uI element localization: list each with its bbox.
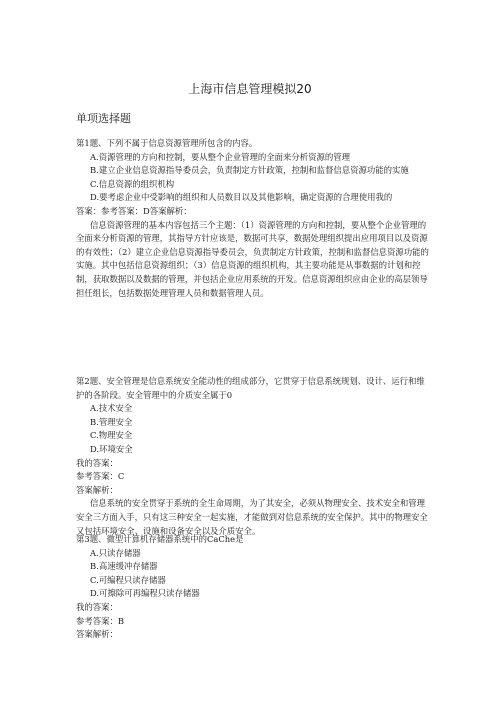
- analysis-label: 答案解析：: [76, 629, 118, 640]
- page-title: 上海市信息管理模拟20: [188, 82, 312, 96]
- option-d: D.环境安全: [90, 443, 133, 454]
- explanation: 信息系统的安全贯穿于系统的全生命周期，为了其安全，必须从物理安全、技术安全和管理安全三方面入手，只有这三种安全一起实施，才能做到对信息系统的安全保护。其中的物理安全又包括环境安全、设施和设备安全以及介质安全。: [76, 498, 428, 536]
- option-b: B.管理安全: [90, 416, 133, 427]
- option-c: C.可编程只读存储器: [90, 574, 166, 585]
- question-3: [76, 533, 432, 642]
- option-b: B.高速缓冲存储器: [90, 561, 158, 572]
- option-c: C.物理安全: [90, 430, 133, 441]
- option-b: B.建立企业信息资源指导委员会，负责制定方针政策，控制和监督信息资源功能的实施: [90, 165, 409, 176]
- section-heading: 单项选择题: [76, 112, 131, 125]
- option-a: A.资源管理的方向和控制，要从整个企业管理的全面来分析资源的管理: [90, 151, 350, 162]
- my-answer: 我的答案：: [76, 457, 118, 468]
- reference-answer: 参考答案：C: [76, 471, 125, 482]
- question-stem: 第2题、安全管理是信息系统安全能动性的组成部分，它贯穿于信息系统规划、设计、运行和维护的各阶段。安全管理中的介质安全属于0: [76, 376, 425, 400]
- reference-answer: 参考答案：B: [76, 615, 125, 626]
- analysis-label: 答案解析：: [76, 484, 118, 495]
- option-a: A.只读存储器: [90, 547, 141, 558]
- question-stem: 第1题、下列不属于信息资源管理所包含的内容。: [76, 138, 258, 148]
- option-d: D.可擦除可再编程只读存储器: [90, 588, 200, 599]
- explanation: 信息资源管理的基本内容包括三个主题：（1）资源管理的方向和控制，要从整个企业管理的全面来分析资源的管理，其指导方针应该是，数据可共享，数据处理组织提出应用项目以及资源的有效性；（2）建立企业信息资源指导委员会，负责制定方针政策，控制和监督信息资源功能的实施。其中包括信息资源组织；（3）信息资源的组织机构，其主要功能是从事数据的计划和控制，获取数据以及数据的管理，并包括企业应用系统的开发。信息资源组织应由企业的高层领导担任组长，包括数据处理管理人员和数据管理人员。: [76, 219, 429, 298]
- question-stem: 第3题、微型计算机存储器系统中的CaChe是: [76, 534, 244, 544]
- option-c: C.信息资源的组织机构: [90, 178, 175, 189]
- question-1: [76, 137, 432, 300]
- question-2: [76, 375, 432, 538]
- option-d: D.要考虑企业中受影响的组织和人员数目以及其他影响，确定资源的合理使用我的: [90, 192, 393, 203]
- option-a: A.技术安全: [90, 403, 133, 414]
- answer-line: 答案：参考答案：D答案解析：: [76, 205, 192, 216]
- my-answer: 我的答案：: [76, 601, 118, 612]
